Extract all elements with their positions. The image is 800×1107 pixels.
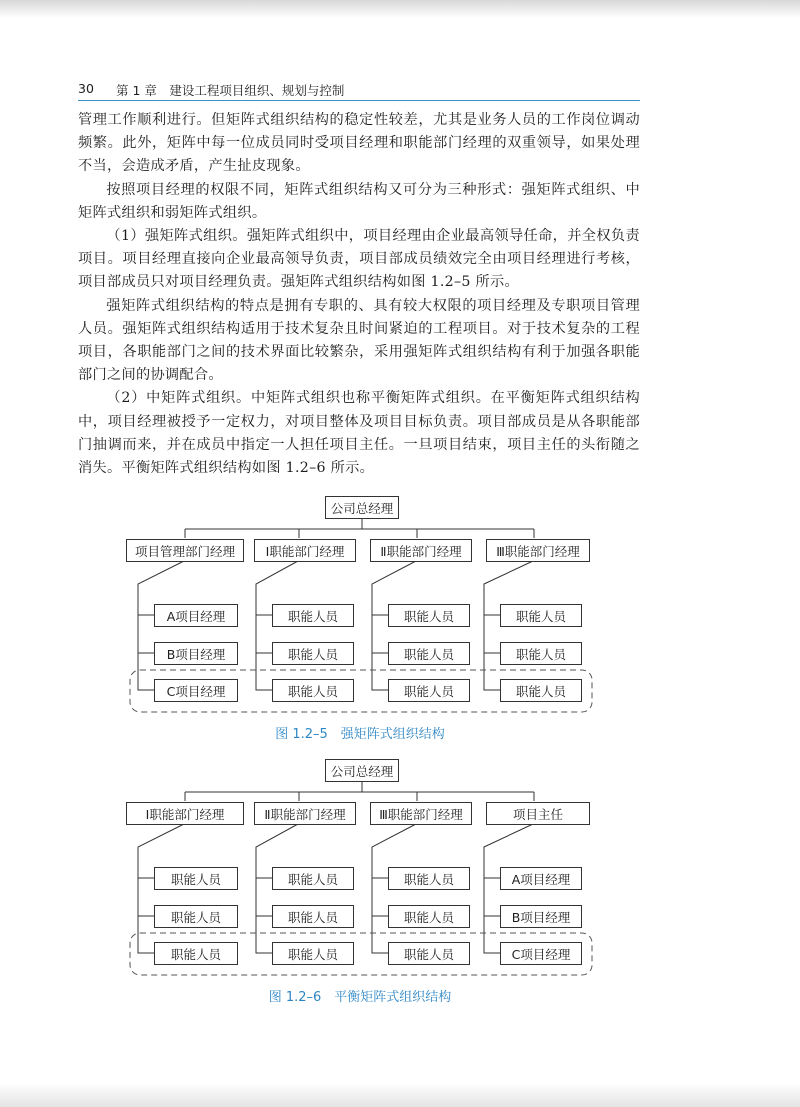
- org-node-member: 职能人员: [154, 867, 238, 890]
- org-node-member: 职能人员: [388, 642, 470, 665]
- org-node-member: 职能人员: [272, 604, 354, 627]
- org-node-member: A项目经理: [154, 604, 238, 627]
- org-node-member: 职能人员: [154, 905, 238, 928]
- org-node-member: 职能人员: [388, 867, 470, 890]
- org-node-dept: Ⅲ职能部门经理: [486, 539, 590, 562]
- org-node-top: 公司总经理: [325, 759, 399, 782]
- org-node-member: 职能人员: [388, 905, 470, 928]
- org-node-dept: Ⅱ职能部门经理: [254, 802, 356, 825]
- org-node-member: C项目经理: [500, 942, 582, 965]
- scan-edge-top: [0, 0, 800, 18]
- org-node-dept: Ⅱ职能部门经理: [370, 539, 472, 562]
- org-node-member: 职能人员: [154, 942, 238, 965]
- org-node-member: 职能人员: [388, 604, 470, 627]
- org-node-member: 职能人员: [272, 642, 354, 665]
- body-text: [78, 109, 640, 480]
- paragraph: 按照项目经理的权限不同，矩阵式组织结构又可分为三种形式：强矩阵式组织、中矩阵式组织和弱矩阵式组织。: [78, 181, 640, 221]
- org-node-member: 职能人员: [272, 867, 354, 890]
- org-node-member: 职能人员: [388, 942, 470, 965]
- org-node-member: B项目经理: [500, 905, 582, 928]
- org-node-top: 公司总经理: [325, 496, 399, 519]
- page-number: 30: [78, 81, 94, 96]
- paragraph: （1）强矩阵式组织。强矩阵式组织中，项目经理由企业最高领导任命，并全权负责项目。项目经理直接向企业最高领导负责，项目部成员绩效完全由项目经理进行考核，项目部成员只对项目经理负责。强矩阵式组织结构如图 1.2–5 所示。: [78, 228, 640, 291]
- scan-edge-bottom: [0, 1083, 800, 1107]
- org-node-dept: Ⅲ职能部门经理: [370, 802, 472, 825]
- org-node-dept: Ⅰ职能部门经理: [254, 539, 356, 562]
- figure-caption: 图 1.2–5 强矩阵式组织结构: [275, 727, 445, 742]
- paragraph: 强矩阵式组织结构的特点是拥有专职的、具有较大权限的项目经理及专职项目管理人员。强矩阵式组织结构适用于技术复杂且时间紧迫的工程项目。对于技术复杂的工程项目，各职能部门之间的技术界面比较繁杂，采用强矩阵式组织结构有利于加强各职能部门之间的协调配合。: [78, 297, 640, 384]
- org-node-dept: Ⅰ职能部门经理: [126, 802, 244, 825]
- figure-strong-matrix: [120, 495, 600, 745]
- org-node-member: 职能人员: [500, 642, 582, 665]
- running-header: [78, 78, 640, 101]
- org-node-member: 职能人员: [500, 604, 582, 627]
- org-node-member: 职能人员: [272, 942, 354, 965]
- org-node-member: 职能人员: [272, 905, 354, 928]
- org-node-member: B项目经理: [154, 642, 238, 665]
- org-node-member: 职能人员: [388, 679, 470, 702]
- chapter-title: 第 1 章 建设工程项目组织、规划与控制: [116, 83, 345, 98]
- org-node-member: A项目经理: [500, 867, 582, 890]
- org-node-member: 职能人员: [272, 679, 354, 702]
- paragraph: 管理工作顺利进行。但矩阵式组织结构的稳定性较差，尤其是业务人员的工作岗位调动频繁。此外，矩阵中每一位成员同时受项目经理和职能部门经理的双重领导，如果处理不当，会造成矛盾，产生扯皮现象。: [78, 112, 640, 175]
- figure-caption: 图 1.2–6 平衡矩阵式组织结构: [268, 990, 452, 1005]
- org-node-member: 职能人员: [500, 679, 582, 702]
- figure-balanced-matrix: [120, 758, 600, 1008]
- paragraph: （2）中矩阵式组织。中矩阵式组织也称平衡矩阵式组织。在平衡矩阵式组织结构中，项目经理被授予一定权力，对项目整体及项目目标负责。项目部成员是从各职能部门抽调而来，并在成员中指定一人担任项目主任。一旦项目结束，项目主任的头衔随之消失。平衡矩阵式组织结构如图 1.2–6 所示。: [78, 390, 640, 477]
- org-node-dept: 项目管理部门经理: [126, 539, 244, 562]
- org-node-dept: 项目主任: [486, 802, 590, 825]
- org-node-member: C项目经理: [154, 679, 238, 702]
